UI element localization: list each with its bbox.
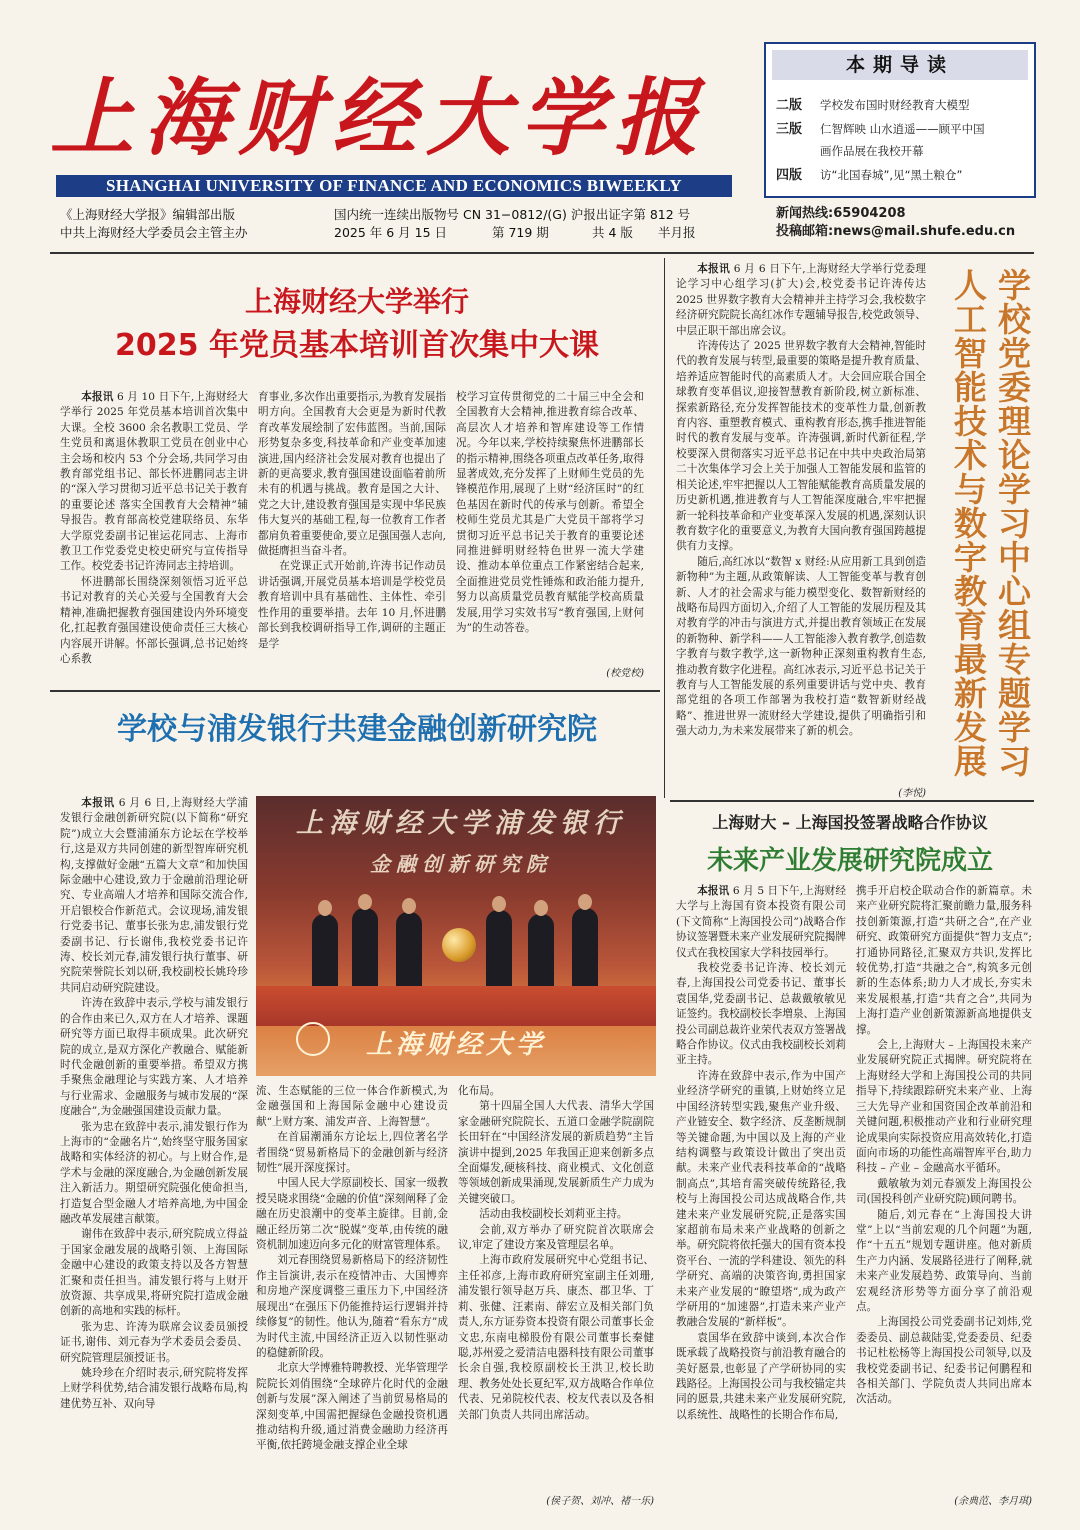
guide-item-text: 仁智辉映 山水逍遥——顾平中国 [820,122,985,136]
article3-lead: 本报讯 [697,263,731,275]
article1-paragraph: 育事业,多次作出重要指示,为教育发展指明方向。全国教育大会更是为新时代教育改革发展绘制了宏伟蓝图。当前,国际形势复杂多变,科技革命和产业变革加速演进,国内经济社会发展对教育也提出了新的更高要求,教育强国建设面临着前所未有的机遇与挑战。教育是国之大计、党之大计,建设教育强国是实现中华民族伟大复兴的基础工程,每一位教育工作者都肩负着重要使命,要立足强国强人志向,做挺膺担当奋斗者。 [258,391,446,558]
article4-paragraph: 袁国华在致辞中谈到,本次合作既承载了战略投资与前沿教育融合的美好愿景,也彰显了产学研协同的实践路径。上海国投公司与我校锚定共同的愿景,共建未来产业发展研究院,以系统性、战略性的长期合作布局, [676,1331,846,1421]
publisher-line1: 《上海财经大学报》编辑部出版 [60,207,236,222]
article2-paragraph: 姚玲珍在介绍时表示,研究院将发挥上财学科优势,结合浦发银行战略布局,构建优势互补、双向导 [60,1367,248,1410]
article1-lead: 本报讯 [81,391,114,403]
guide-item-text: 访“北国春城”,见“黑土粮仓” [820,168,963,182]
photo-backdrop-text: 上海财经大学浦发银行 [296,808,626,839]
article3-paragraph: 许涛传达了 2025 世界数字教育大会精神,智能时代的教育发展与转型,最重要的策略是提升教育质量、培养适应智能时代的高素质人才。大会回应联合国全球教育变革倡议,迎接智慧教育新阶段,树立新标准、探索新路径,充分发挥智能技术的变革性力量,创新教育内容、重塑教育模式、重构教育形态,携手推进智能时代的教育发展与变革。许涛强调,新时代新征程,学校要深入贯彻落实习近平总书记在中共中央政治局第二十次集体学习会上关于加强人工智能发展和监管的相关论述,牢牢把握以人工智能赋能教育高质量发展的历史新机遇,推进教育与人工智能深度融合,牢牢把握新一轮科技革命和产业变革深入发展的机遇,深刻认识教育数字化的重要意义,为教育大国向教育强国跨越提供有力支撑。 [676,340,926,553]
guide-item[interactable] [776,140,1028,162]
guide-item[interactable] [776,118,1028,141]
guide-edition: 三版 [776,122,803,137]
publisher-line2: 中共上海财经大学委员会主管主办 [60,225,248,240]
serial-number: 国内统一连续出版物号 CN 31−0812/(G) 沪报出证字第 812 号 [334,207,691,222]
guide-edition: 二版 [776,98,803,113]
article4-paragraph: 随后,刘元春在“上海国投大讲堂”上以“当前宏观的几个问题”为题,作“十五五”规划专题讲座。他对新质生产力内涵、发展路径进行了阐释,就未来产业发展趋势、政策导向、当前宏观经济形势等方面分享了前沿观点。 [856,1208,1032,1313]
article2-column2 [256,1084,448,1504]
article1-column3 [456,390,644,660]
guide-title: 本期导读 [772,50,1028,80]
article2-paragraph: 活动由我校副校长刘莉亚主持。 [479,1208,628,1221]
article4-paragraph: 许涛在致辞中表示,作为中国产业经济学研究的重镇,上财始终立足中国经济转型实践,聚焦产业升级、产业链安全、数字经济、反垄断规制等关键命题,为中国以及上海的产业结构调整与政策设计做出了突出贡献。未来产业代表科技革命的“战略制高点”,其培育需突破传统路径,我校与上海国投公司达成战略合作,共建未来产业发展研究院,正是落实国家超前布局未来产业战略的创新之举。研究院将依托强大的国有资本投资平台、一流的学科建设、领先的科学研究、高端的决策咨询,勇担国家未来产业发展的“瞭望塔”,成为政产学研用的“加速器”,打造未来产业产教融合发展的“新样板”。 [676,1069,846,1329]
article1-byline: (校党校) [606,668,644,679]
article1-column1 [60,390,248,680]
article4-paragraph: 上海国投公司党委副书记刘炜,党委委员、副总裁陆雯,党委委员、纪委书记杜松杨等上海国投公司领导,以及我校党委副书记、纪委书记何鹏程和各相关部门、学院负责人共同出席本次活动。 [856,1316,1032,1406]
article2-paragraph: 中国人民大学原副校长、国家一级教授吴晓求围绕“金融的价值”深刻阐释了金融在历史浪潮中的变革主旋律。目前,金融正经历第二次“脱媒”变革,由传统的融资机制加速迈向多元化的财富管理体系。 [256,1177,448,1252]
masthead-divider [50,252,1034,254]
article2-paragraph: 张为忠在致辞中表示,浦发银行作为上海市的“金融名片”,始终坚守服务国家战略和实体经济的初心。与上财合作,是学术与金融的深度融合,为金融创新发展注入新活力。期望研究院强化使命担当,打造复合型金融人才培养高地,为中国金融改革发展建言献策。 [60,1120,248,1225]
article1-paragraph: 怀进鹏部长围绕深刻领悟习近平总书记对教育的关心关爱与全国教育大会精神,准确把握教育强国建设内外环境变化,扛起教育强国建设使命责任三大核心内容展开讲解。怀部长强调,总书记始终心系教 [60,575,248,665]
article2-paragraph: 会前,双方举办了研究院首次联席会议,审定了建设方案及管理层名单。 [458,1223,654,1252]
article1-paragraph: 在党课正式开始前,许涛书记作动员讲话强调,开展党员基本培训是学校党员教育培训中具有基础性、主体性、牵引性作用的重要举措。去年 10 月,怀进鹏部长到我校调研指导工作,调研的主题正是学 [258,560,446,650]
article3-headline: 学校党委理论学习中心组专题学习人工智能技术与数字教育最新发展 [949,268,1032,778]
news-hotline: 新闻热线:65904208 [776,206,906,221]
masthead-english: SHANGHAI UNIVERSITY OF FINANCE AND ECONOMICS BIWEEKLY [56,175,732,197]
article1-divider [50,690,660,692]
article1-headline-line2: 2025 年党员基本培训首次集中大课 [115,328,599,363]
article3-byline: (李悦) [898,788,926,799]
article2-paragraph: 在首届潮涌东方论坛上,四位著名学者围绕“贸易新格局下的金融创新与经济韧性”展开深度探讨。 [256,1131,448,1175]
issue-number: 第 719 期 [492,225,549,240]
article1-column2 [258,390,446,680]
article2-paragraph: 刘元春围绕贸易新格局下的经济韧性作主旨演讲,表示在疫情冲击、大国博弈和房地产深度调整三重压力下,中国经济展现出“在强压下仍能推持运行逻辑并持续修复”的韧性。他认为,随着“看东方”成为时代主流,中国经济正迈入以韧性驱动的稳健新阶段。 [256,1254,448,1359]
article4-paragraph: 我校党委书记许涛、校长刘元春,上海国投公司党委书记、董事长袁国华,党委副书记、总裁戴敏敏见证签约。我校副校长李増泉、上海国投公司副总裁许业荣代表双方签署战略合作协议。仪式由我校副校长刘莉亚主持。 [676,962,846,1067]
article2-headline: 学校与浦发银行共建金融创新研究院 [117,712,597,747]
article4-paragraph: 会上,上海财大 – 上海国投未来产业发展研究院正式揭牌。研究院将在上海财经大学和上海国投公司的共同指导下,持续跟踪研究未来产业、上海三大先导产业和国资国企改革前沿和关键问题,积极推动产业和行业研究理论成果向实际投资应用高效转化,打造面向市场的功能性高端智库平台,助力科技 – 产业 – 金融高水平循环。 [856,1039,1032,1175]
guide-item-text: 学校发布国时财经教育大模型 [820,98,970,112]
photo-backdrop-subtext: 金融创新研究院 [370,852,552,876]
article3-divider [670,800,1034,802]
page-count: 共 4 版 [592,225,633,240]
guide-edition: 四版 [776,168,803,183]
article2-paragraph: 上海市政府发展研究中心党组书记、主任祁彦,上海市政府研究室副主任刘珊,浦发银行领导赵万兵、康杰、郡卫华、丁莉、张健、汪素南、薛宏立及相关部门负责人,东方证券资本投资有限公司董事长金文忠,东南电梯股份有限公司董事长秦健聪,苏州爱之爱清洁电器科技有限公司董事长余自强,我校原副校长王洪卫,校长助理、教务处处长夏纪军,双方战略合作单位代表、兄弟院校代表、校友代表以及各相关部门负责人共同出席活动。 [458,1254,654,1421]
article1-paragraph: 校学习宣传贯彻党的二十届三中全会和全国教育大会精神,推进教育综合改革、高层次人才培养和智库建设等工作情况。今年以来,学校持续聚焦怀进鹏部长的指示精神,围绕各项重点改革任务,取得显著成效,充分发挥了上财师生党员的先锋模范作用,展现了上财“经济匡时”的红色基因在新时代的传承与创新。希望全校师生党员尤其是广大党员干部将学习贯彻习近平总书记关于教育的重要论述同推进鲜明财经特色世界一流大学建设、推动本单位重点工作紧密结合起来,全面推进党员党性锤炼和政治能力提升,努力以高质量党员教育赋能学校高质量发展,用学习实效书写“教育强国,上财何为”的生动答卷。 [456,391,644,635]
article2-paragraph: 6 月 6 日,上海财经大学浦发银行金融创新研究院(以下简称“研究院”)成立大会暨浦涌东方论坛在学校举行,这是双方共同创建的新型智库研究机构,支撑做好金融“五篇大文章”和加快国际金融中心建设,致力于金融前沿理论研究、专业高端人才培养和国际交流合作,开启银校合作新范式。会议现场,浦发银行党委书记、董事长张为忠,浦发银行党委副书记、行长谢伟,我校党委书记许涛、校长刘元春,浦发银行执行董事、研究院荣誉院长刘以研,我校副校长姚玲珍共同启动研究院建设。 [60,797,248,994]
article2-column1 [60,796,248,1506]
article4-paragraph: 6 月 5 日下午,上海财经大学与上海国有资本投资有限公司(下文简称“上海国投公司”)战略合作协议签署暨未来产业发展研究院揭牌仪式在我校国家大学科技园举行。 [676,885,846,959]
guide-item[interactable] [776,94,1028,117]
article1-paragraph: 6 月 10 日下午,上海财经大学举行 2025 年党员基本培训首次集中大课。全校 3600 余名教职工党员、学生党员和离退休教职工党员在创业中心主会场和校内 53 个分会场,共同学习由教育部党组书记、部长怀进鹏同志主讲的“深入学习贯彻习近平总书记关于教育的重要论述 落实全国教育大会精神”辅导报告。教育部高校党建联络员、东华大学原党委副书记崔运花同志、上海市教卫工作党委党史校史研究与宣传指导工作。校党委书记许涛同志主持培训。 [60,391,248,573]
photo-stage-banner: 上海财经大学 [365,1030,546,1060]
article2-paragraph: 北京大学博雅特聘教授、光华管理学院院长刘俏围绕“全球碎片化时代的金融创新与发展”深入阐述了当前贸易格局的深刻变革,中国需把握绿色金融投资机遇推动结构升级,通过消费金融助力经济再平衡,依托跨境金融支撑企业全球 [256,1362,448,1452]
article4-column2 [856,884,1032,1484]
masthead-title: 上海财经大学报 [50,68,709,167]
submission-email[interactable]: 投稿邮箱:news@mail.shufe.edu.cn [776,224,1016,239]
article2-paragraph: 第十四届全国人大代表、清华大学国家金融研究院院长、五道口金融学院副院长田轩在“中国经济发展的新质趋势”主旨演讲中提到,2025 年我国正迎来创新多点全面爆发,硬核科技、商业模式、文化创意等领域创新成果涌现,发展新质生产力成为关键突破口。 [458,1100,654,1205]
article2-paragraph: 流、生态赋能的三位一体合作新模式,为金融强国和上海国际金融中心建设贡献“上财方案、浦发声音、上海智慧”。 [256,1085,448,1128]
article2-byline: (侯子贺、刘冲、褚一乐) [546,1496,654,1507]
article4-paragraph: 携手开启校企联动合作的新篇章。未来产业研究院将汇聚前瞻力量,服务科技创新策源,打造“共研之合”,在产业研究、政策研究方面提供“智力支点”;打通协同路径,汇聚双方共识,发挥比较优势,打造“共融之合”,构筑多元创新的生态体系;助力人才成长,夯实未来发展根基,打造“共育之合”,共同为上海打造产业创新策源新高地提供支撑。 [856,885,1032,1036]
issue-date: 2025 年 6 月 15 日 [334,225,448,240]
article4-byline: (余典范、李月琪) [954,1496,1032,1507]
article2-paragraph: 许涛在致辞中表示,学校与浦发银行的合作由来已久,双方在人才培养、课题研究等方面已取得丰硕成果。此次研究院的成立,是双方深化产教融合、赋能新时代金融创新的重要举措。希望双方携手聚焦金融理论与实践方案、人才培养与行业需求、金融服务与城市发展的“深度融合”,为金融强国建设贡献力量。 [60,997,248,1118]
article3-paragraph: 6 月 6 日下午,上海财经大学举行党委理论学习中心组学习(扩大)会,校党委书记许涛传达 2025 世界数字教育大会精神并主持学习会,我校数字经济研究院院长高红冰作专题辅导报告,校党政领导、中层正职干部出席会议。 [676,263,926,337]
article1-headline-line1: 上海财经大学举行 [244,285,469,318]
event-photo [256,796,656,1076]
article4-kicker: 上海财大 – 上海国投签署战略合作协议 [712,813,988,832]
article3-body [676,262,926,778]
frequency: 半月报 [658,225,696,240]
article2-paragraph: 张为忠、许涛为联席会议委员颁授证书,谢伟、刘元春为学术委员会委员、研究院管理层颁授证书。 [60,1320,248,1364]
article3-paragraph: 随后,高红冰以“数智 x 财经:从应用新工具到创造新物种”为主题,从政策解读、人工智能变革与教育创新、人才的社会需求与能力模型变化、数智新财经的战略布局四方面切入,介绍了人工智能的发展历程及其对教育学的冲击与演进方式,并提出教育领域正在发展的新物种、新学科——人工智能渗入教育教学,创造数字教育与数字教学,这一新物种正深刻重构教育生态,推动教育数字化进程。高红冰表示,习近平总书记关于教育与人工智能发展的系列重要讲话与党中央、教育部党组的各项工作部署为我校打造“数智新财经战略”、推进世界一流财经大学建设,提供了明确指引和强大动力,为未来发展带来了新的机会。 [676,555,926,738]
guide-item[interactable] [776,164,1028,187]
article4-headline: 未来产业发展研究院成立 [706,846,993,876]
article2-column3 [458,1084,654,1484]
article2-lead: 本报讯 [81,797,115,809]
column-divider [664,258,665,798]
guide-item-text: 画作品展在我校开幕 [820,144,924,158]
article4-paragraph: 戴敏敏为刘元春颁发上海国投公司(国投科创产业研究院)顾问聘书。 [856,1177,1032,1206]
article4-column1 [676,884,846,1504]
guide-box [764,42,1036,198]
globe-icon [442,928,476,962]
article4-lead: 本报讯 [697,885,730,897]
photo-stage [256,986,656,1026]
article2-paragraph: 谢伟在致辞中表示,研究院成立得益于国家金融发展的战略引领、上海国际金融中心建设的政策支持以及各方智慧汇聚和责任担当。浦发银行将与上财开放资源、共享成果,将研究院打造成金融创新的高地和实践的标杆。 [60,1228,248,1318]
article2-paragraph: 化布局。 [458,1085,501,1097]
